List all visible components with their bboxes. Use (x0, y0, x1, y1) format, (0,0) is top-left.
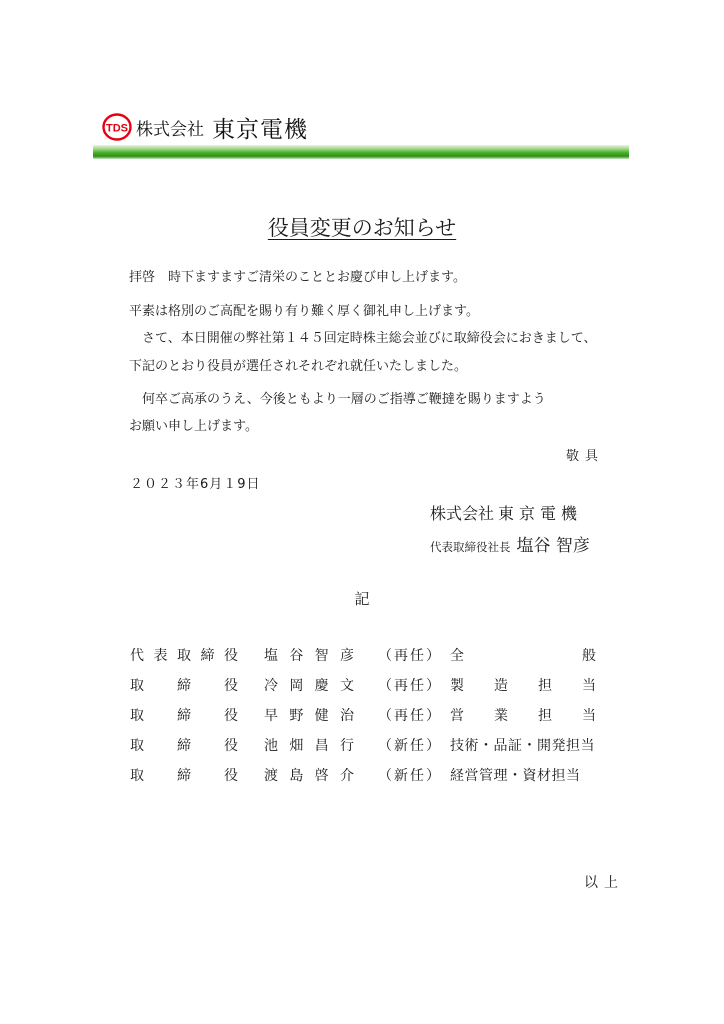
page-title: 役員変更のお知らせ (267, 216, 457, 240)
char: 慶 (314, 678, 329, 694)
signature-company-prefix: 株式会社 (430, 504, 495, 523)
char: 役 (224, 738, 238, 754)
char: 渡 (264, 768, 278, 784)
officer-row (130, 735, 600, 757)
header-divider (93, 145, 629, 159)
char: 締 (177, 678, 191, 694)
officer-name (264, 735, 354, 755)
char: 彦 (339, 648, 354, 664)
body-line-4: 下記のとおり役員が選任されそれぞれ就任いたしました。 (129, 359, 468, 374)
char: 智 (314, 648, 329, 664)
char: 営 (450, 708, 464, 724)
tds-logo-icon (102, 113, 132, 141)
officer-row (130, 705, 600, 727)
char: 取 (130, 708, 144, 724)
char: 谷 (289, 648, 304, 664)
officer-duty (450, 675, 596, 695)
signature-company (430, 501, 582, 524)
officer-position (130, 675, 238, 695)
officer-position (130, 645, 238, 665)
officer-status: （再任） (378, 678, 442, 694)
body-line-1: 拝啓 時下ますますご清栄のこととお慶び申し上げます。 (129, 270, 466, 285)
char: 役 (224, 708, 238, 724)
char: 啓 (314, 768, 329, 784)
officer-duty (450, 645, 596, 665)
body-line-6: お願い申し上げます。 (129, 419, 258, 434)
char: 取 (130, 768, 144, 784)
char: 池 (264, 738, 278, 754)
officer-position (130, 735, 238, 755)
char: 当 (582, 708, 596, 724)
officer-row (130, 645, 600, 667)
body-line-3: さて、本日開催の弊社第１４５回定時株主総会並びに取締役会におきまして、 (129, 331, 597, 346)
char: 当 (582, 678, 596, 694)
char: 表 (153, 648, 168, 664)
char: 文 (339, 678, 354, 694)
officer-duty: 技術・品証・開発担当 (450, 738, 595, 754)
char: 締 (200, 648, 215, 664)
char: 製 (450, 678, 464, 694)
officer-status: （新任） (378, 768, 442, 784)
char: 昌 (314, 738, 329, 754)
char: 役 (224, 768, 238, 784)
logo-company-name: 東京電機 (212, 116, 308, 143)
closing-keigu: 敬具 (566, 449, 605, 464)
char: 畑 (289, 738, 304, 754)
signer-name: 塩谷 智彦 (516, 536, 590, 556)
char: 役 (224, 678, 238, 694)
signature-signer (430, 531, 590, 556)
char: 締 (177, 738, 191, 754)
char: 島 (289, 768, 304, 784)
char: 健 (314, 708, 329, 724)
char: 行 (339, 738, 354, 754)
logo-company-prefix: 株式会社 (136, 119, 204, 140)
char: 取 (130, 678, 144, 694)
char: 岡 (289, 678, 304, 694)
char: 全 (450, 648, 464, 664)
char: 冷 (264, 678, 278, 694)
officer-status: （新任） (378, 738, 442, 754)
char: 代 (130, 648, 144, 664)
officer-row (130, 675, 600, 697)
officer-position (130, 765, 238, 785)
body-line-2: 平素は格別のご高配を賜り有り難く厚く御礼申し上げます。 (129, 304, 479, 319)
char: 治 (339, 708, 354, 724)
char: 般 (582, 648, 596, 664)
closing-ijo: 以上 (584, 875, 624, 891)
char: 介 (339, 768, 354, 784)
char: 締 (177, 768, 191, 784)
char: 造 (494, 678, 508, 694)
char: 担 (538, 708, 552, 724)
officer-name (264, 765, 354, 785)
officer-name (264, 675, 354, 695)
char: 塩 (264, 648, 278, 664)
char: 締 (177, 708, 191, 724)
ki-heading: 記 (354, 590, 370, 608)
char: 取 (130, 738, 144, 754)
officer-name (264, 645, 354, 665)
officer-name (264, 705, 354, 725)
officer-duty (450, 705, 596, 725)
company-logo (102, 112, 308, 142)
body-line-5: 何卒ご高承のうえ、今後ともより一層のご指導ご鞭撻を賜りますよう (129, 392, 546, 407)
officer-duty: 経営管理・資材担当 (450, 768, 581, 784)
signer-role: 代表取締役社長 (430, 540, 511, 554)
char: 早 (264, 708, 278, 724)
char: 担 (538, 678, 552, 694)
svg-text:TDS: TDS (106, 122, 128, 135)
char: 取 (177, 648, 191, 664)
char: 業 (494, 708, 508, 724)
officer-status: （再任） (378, 708, 442, 724)
officer-status: （再任） (378, 648, 442, 664)
signature-company-name: 東京電機 (498, 504, 583, 523)
char: 役 (224, 648, 238, 664)
officer-row (130, 765, 600, 787)
char: 野 (289, 708, 304, 724)
officer-position (130, 705, 238, 725)
issue-date: ２０２３年6月１9日 (130, 477, 261, 492)
